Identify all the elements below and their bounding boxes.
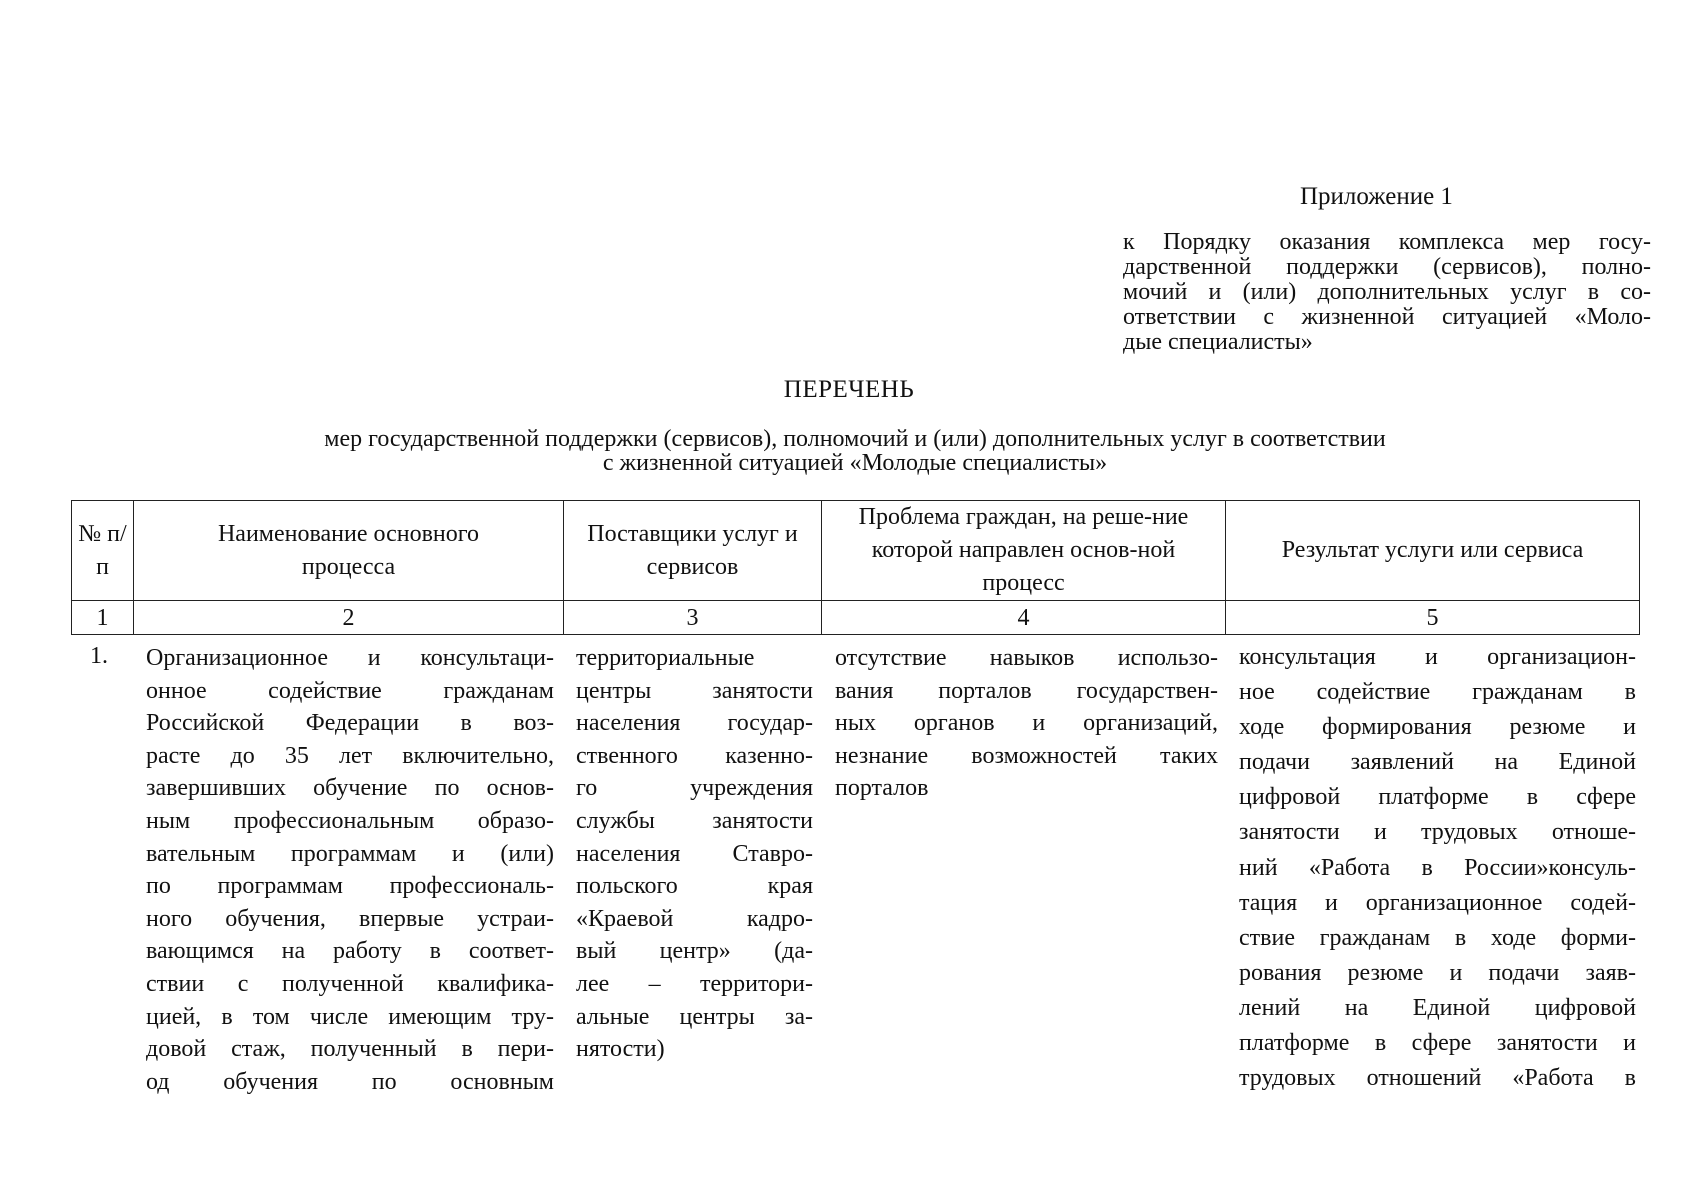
result-cell: [1239, 640, 1636, 1096]
text-line: ным профессиональным образо-: [146, 807, 554, 834]
header-cell-num: [71, 500, 134, 601]
document-subtitle: [0, 427, 1698, 475]
appendix-line: дые специалисты»: [1123, 329, 1313, 355]
column-number: 3: [563, 600, 822, 635]
appendix-line: ответствии с жизненной ситуацией «Моло-: [1123, 304, 1651, 330]
text-line: вания порталов государствен-: [835, 677, 1218, 704]
column-number: 1: [71, 600, 134, 635]
column-number: 2: [133, 600, 564, 635]
problem-cell: [835, 642, 1218, 805]
text-line: онное содействие гражданам: [146, 677, 554, 704]
text-line: Российской Федерации в воз-: [146, 710, 554, 737]
text-line: цифровой платформе в сфере: [1239, 784, 1636, 811]
text-line: альные центры за-: [576, 1003, 813, 1030]
text-line: незнание возможностей таких: [835, 742, 1218, 769]
text-line: завершивших обучение по основ-: [146, 775, 554, 802]
document-title: ПЕРЕЧЕНЬ: [783, 376, 915, 403]
header-label: Проблема граждан, на реше-ние которой направлен основ-ной процесс: [858, 504, 1189, 596]
text-line: польского края: [576, 873, 813, 900]
text-line: по программам профессиональ-: [146, 873, 554, 900]
process-cell: [146, 642, 554, 1098]
text-line: центры занятости: [576, 677, 813, 704]
text-line: трудовых отношений «Работа в: [1239, 1065, 1636, 1092]
text-line: расте до 35 лет включительно,: [146, 742, 554, 769]
text-line: цией, в том числе имеющим тру-: [146, 1003, 554, 1030]
text-line: вательным программам и (или): [146, 840, 554, 867]
text-line: населения Ставро-: [576, 840, 813, 867]
header-cell-process: [133, 500, 564, 601]
text-line: занятости и трудовых отноше-: [1239, 819, 1636, 846]
column-number: 5: [1225, 600, 1640, 635]
text-line: рования резюме и подачи заяв-: [1239, 959, 1636, 986]
document-subtitle-line: мер государственной поддержки (сервисов), полномочий и (или) дополнительных услуг в соответствии: [324, 426, 1386, 452]
text-line: лее – территори-: [576, 970, 813, 997]
text-line: службы занятости: [576, 807, 813, 834]
header-cell-problem: [821, 500, 1226, 601]
text-line: ное содействие гражданам в: [1239, 679, 1636, 706]
appendix-text: [1123, 230, 1651, 355]
text-line: ходе формирования резюме и: [1239, 714, 1636, 741]
text-line: «Краевой кадро-: [576, 905, 813, 932]
text-line: ний «Работа в России»консуль-: [1239, 854, 1636, 881]
text-line: тация и организационное содей-: [1239, 889, 1636, 916]
text-line: территориальные: [576, 645, 755, 671]
text-line: ных органов и организаций,: [835, 710, 1218, 737]
appendix-title: Приложение 1: [1300, 183, 1453, 210]
text-line: вый центр» (да-: [576, 938, 813, 965]
text-line: нятости): [576, 1036, 665, 1063]
text-line: консультация и организацион-: [1239, 644, 1636, 670]
text-line: отсутствие навыков использо-: [835, 645, 1218, 671]
text-line: го учреждения: [576, 775, 813, 802]
header-cell-providers: [563, 500, 822, 601]
text-line: ственного казенно-: [576, 742, 813, 769]
table-header: [71, 500, 1640, 635]
header-label: Поставщики услуг и сервисов: [587, 520, 798, 580]
appendix-line: дарственной поддержки (сервисов), полно-: [1123, 254, 1651, 280]
text-line: Организационное и консультаци-: [146, 645, 554, 671]
text-line: довой стаж, полученный в пери-: [146, 1036, 554, 1063]
header-label: Результат услуги или сервиса: [1281, 537, 1584, 563]
text-line: лений на Единой цифровой: [1239, 994, 1636, 1021]
header-cell-result: [1225, 500, 1640, 601]
text-line: од обучения по основным: [146, 1068, 554, 1095]
providers-cell: [576, 642, 813, 1066]
text-line: ствие гражданам в ходе форми-: [1239, 924, 1636, 951]
column-number: 4: [821, 600, 1226, 635]
text-line: вающимся на работу в соответ-: [146, 938, 554, 965]
document-subtitle-line: с жизненной ситуацией «Молодые специалисты»: [602, 450, 1108, 476]
text-line: порталов: [835, 775, 929, 802]
text-line: платформе в сфере занятости и: [1239, 1030, 1636, 1057]
appendix-line: мочий и (или) дополнительных услуг в со-: [1123, 279, 1651, 305]
text-line: населения государ-: [576, 710, 813, 737]
text-line: подачи заявлений на Единой: [1239, 749, 1636, 776]
text-line: ного обучения, впервые устраи-: [146, 905, 554, 932]
row-number: 1.: [90, 643, 108, 669]
header-label: № п/п: [78, 520, 127, 580]
text-line: ствии с полученной квалифика-: [146, 970, 554, 997]
appendix-line: к Порядку оказания комплекса мер госу-: [1123, 229, 1651, 255]
header-label: Наименование основного процесса: [217, 520, 480, 580]
